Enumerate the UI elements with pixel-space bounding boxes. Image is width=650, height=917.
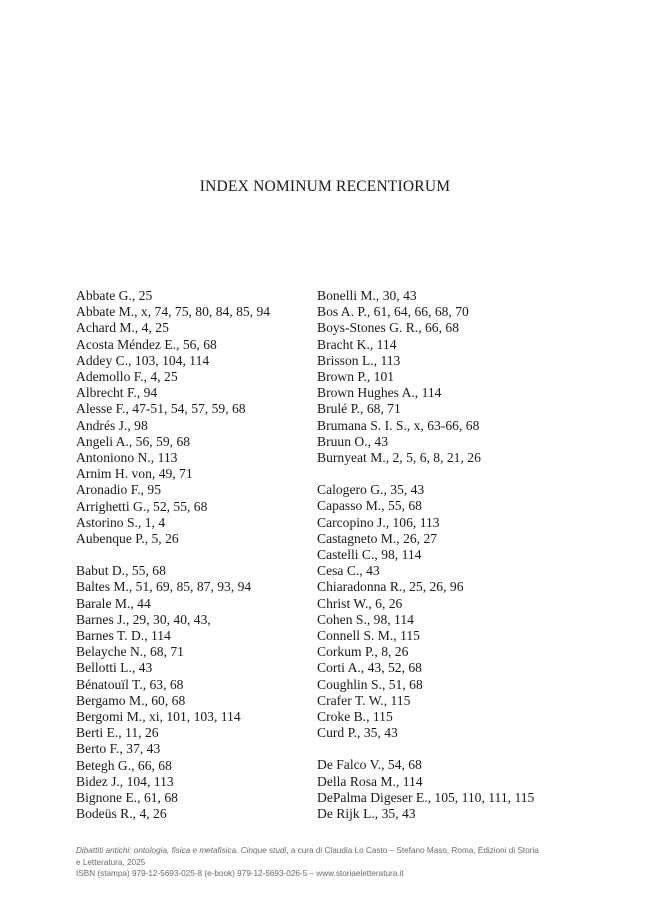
index-entry: Brown P., 101 <box>317 369 395 385</box>
index-letter-group <box>76 288 316 547</box>
index-entry: Christ W., 6, 26 <box>317 595 403 611</box>
index-entry: Croke B., 115 <box>317 709 393 725</box>
index-entry: Brulé P., 68, 71 <box>317 401 401 417</box>
index-letter-group <box>76 563 316 822</box>
footer-credits: , a cura di Claudia Lo Casto – Stefano Maso, Roma, Edizioni di Storia <box>286 846 539 855</box>
index-entry: Connell S. M., 115 <box>317 628 420 644</box>
index-entry: Albrecht F., 94 <box>76 385 158 401</box>
index-entry: Bergamo M., 60, 68 <box>76 692 186 708</box>
footer-isbn: ISBN (stampa) 979-12-5693-025-8 (e-book) 979-12-5693-026-5 – www.storiaeletteratura.it <box>76 869 404 878</box>
index-entry: Alesse F., 47-51, 54, 57, 59, 68 <box>76 401 246 417</box>
index-entry: Baltes M., 51, 69, 85, 87, 93, 94 <box>76 579 252 595</box>
index-entry: Castelli C., 98, 114 <box>317 547 422 563</box>
index-entry: Corti A., 43, 52, 68 <box>317 660 422 676</box>
index-entry: Brown Hughes A., 114 <box>317 385 442 401</box>
index-entry: Addey C., 103, 104, 114 <box>76 352 210 368</box>
index-entry: Boys-Stones G. R., 66, 68 <box>317 320 459 336</box>
index-entry: De Rijk L., 35, 43 <box>317 806 416 822</box>
index-entry: Capasso M., 55, 68 <box>317 498 422 514</box>
footer-book-title: Dibattiti antichi: ontologia, fisica e metafisica. Cinque studi <box>76 846 287 855</box>
index-entry: Crafer T. W., 115 <box>317 692 411 708</box>
index-entry: DePalma Digeser E., 105, 110, 111, 115 <box>317 789 535 805</box>
index-entry: Coughlin S., 51, 68 <box>317 676 423 692</box>
index-entry: Barale M., 44 <box>76 595 151 611</box>
index-entry: Abbate G., 25 <box>76 288 153 303</box>
index-letter-group <box>317 482 587 741</box>
index-column-left <box>76 288 316 823</box>
index-entry: Brumana S. I. S., x, 63-66, 68 <box>317 417 480 433</box>
index-entry: Angeli A., 56, 59, 68 <box>76 433 191 449</box>
footer-citation <box>76 845 546 857</box>
index-entry: Arrighetti G., 52, 55, 68 <box>76 498 208 514</box>
footer-credits-line2: e Letteratura, 2025 <box>76 857 146 867</box>
index-entry: De Falco V., 54, 68 <box>317 757 422 773</box>
index-entry: Della Rosa M., 114 <box>317 773 423 789</box>
index-entry: Astorino S., 1, 4 <box>76 514 166 530</box>
page-title: INDEX NOMINUM RECENTIORUM <box>199 178 451 195</box>
index-entry: Bergomi M., xi, 101, 103, 114 <box>76 709 241 725</box>
page-footer <box>76 845 546 880</box>
index-entry: Bidez J., 104, 113 <box>76 773 174 789</box>
index-entry: Babut D., 55, 68 <box>76 563 166 579</box>
index-entry: Arnim H. von, 49, 71 <box>76 466 193 482</box>
index-entry: Burnyeat M., 2, 5, 6, 8, 21, 26 <box>317 450 481 466</box>
index-entry: Aubenque P., 5, 26 <box>76 531 179 547</box>
index-letter-group <box>317 757 587 822</box>
index-entry: Bracht K., 114 <box>317 336 397 352</box>
index-entry: Barnes T. D., 114 <box>76 628 171 644</box>
index-entry: Chiaradonna R., 25, 26, 96 <box>317 579 464 595</box>
index-entry: Acosta Méndez E., 56, 68 <box>76 336 217 352</box>
index-entry: Carcopino J., 106, 113 <box>317 514 440 530</box>
index-entry: Curd P., 35, 43 <box>317 725 398 741</box>
index-letter-group <box>317 288 587 466</box>
index-entry: Bénatouïl T., 63, 68 <box>76 676 184 692</box>
index-entry: Belayche N., 68, 71 <box>76 644 184 660</box>
index-entry: Bruun O., 43 <box>317 433 388 449</box>
index-entry: Brisson L., 113 <box>317 352 401 368</box>
index-entry: Bonelli M., 30, 43 <box>317 288 417 303</box>
index-entry: Bellotti L., 43 <box>76 660 153 676</box>
index-entry: Bos A. P., 61, 64, 66, 68, 70 <box>317 304 469 320</box>
index-entry: Berto F., 37, 43 <box>76 741 161 757</box>
index-entry: Ademollo F., 4, 25 <box>76 369 178 385</box>
index-entry: Corkum P., 8, 26 <box>317 644 409 660</box>
index-entry: Andrés J., 98 <box>76 417 148 433</box>
index-entry: Bodeüs R., 4, 26 <box>76 806 167 822</box>
index-entry: Bignone E., 61, 68 <box>76 790 178 806</box>
index-entry: Betegh G., 66, 68 <box>76 757 172 773</box>
index-entry: Abbate M., x, 74, 75, 80, 84, 85, 94 <box>76 304 271 320</box>
index-entry: Achard M., 4, 25 <box>76 320 169 336</box>
index-entry: Berti E., 11, 26 <box>76 725 159 741</box>
index-entry: Calogero G., 35, 43 <box>317 482 425 498</box>
index-column-right <box>317 288 587 822</box>
index-entry: Cohen S., 98, 114 <box>317 611 414 627</box>
index-entry: Antoniono N., 113 <box>76 450 178 466</box>
index-entry: Barnes J., 29, 30, 40, 43, <box>76 611 211 627</box>
index-entry: Aronadio F., 95 <box>76 482 162 498</box>
index-entry: Cesa C., 43 <box>317 563 380 579</box>
index-entry: Castagneto M., 26, 27 <box>317 530 438 546</box>
